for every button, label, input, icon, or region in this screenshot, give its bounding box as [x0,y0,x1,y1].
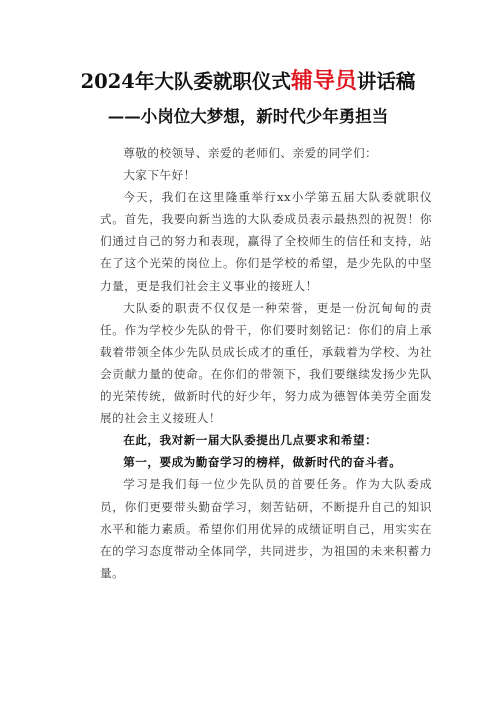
title-part-1: 2024年大队委就职仪式 [80,70,291,93]
salutation: 尊敬的校领导、亲爱的老师们、亲爱的同学们： [123,146,378,160]
greeting: 大家下午好！ [123,168,196,183]
paragraph-opening: 今天，我们在这里隆重举行xx小学第五届大队委就职仪式。首先，我要向新当选的大队委成员表示最热烈的祝贺！你们通过自己的努力和表现，赢得了全校师生的信任和支持，站在了这个光荣的岗位上。你们是学校的希望，是少先队的中坚力量，更是我们社会主义事业的接班人！ [100,190,432,293]
title-part-2: 讲话稿 [356,70,416,93]
requirement-one-heading: 第一，要成为勤奋学习的榜样，做新时代的奋斗者。 [123,455,402,470]
paragraph-responsibility: 大队委的职责不仅仅是一种荣誉，更是一份沉甸甸的责任。作为学校少先队的骨干，你们要时刻铭记：你们的肩上承载着带领全体少先队员成长成才的重任，承载着为学校、为社会贡献力量的使命。在你们的带领下，我们要继续发扬少先队的光荣传统，做新时代的好少年，努力成为德智体美劳全面发展的社会主义接班人！ [100,300,432,426]
title-highlight: 辅导员 [290,68,357,94]
document-body [100,142,432,584]
document-title [0,64,496,95]
document-subtitle: ——小岗位大梦想，新时代少年勇担当 [107,107,389,126]
paragraph-study: 学习是我们每一位少先队员的首要任务。作为大队委成员，你们更要带头勤奋学习，刻苦钻研，不断提升自己的知识水平和能力素质。希望你们用优异的成绩证明自己，用实实在在的学习态度带动全体同学，共同进步，为祖国的未来积蓄力量。 [100,477,432,580]
requirements-heading: 在此，我对新一届大队委提出几点要求和希望： [123,433,378,448]
